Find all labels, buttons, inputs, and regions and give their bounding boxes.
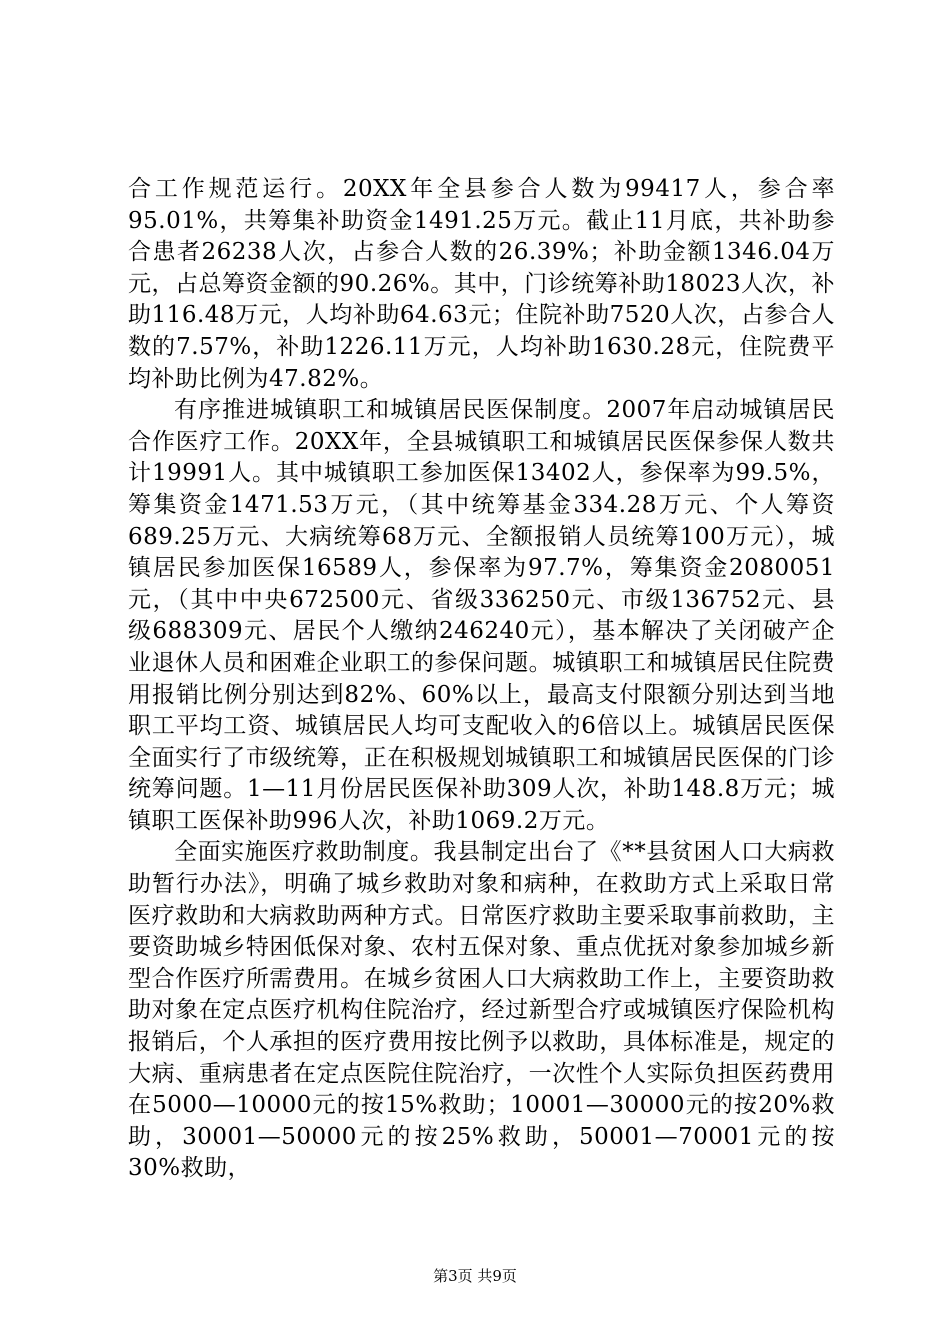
document-body: [128, 174, 835, 1185]
page-number: 第3页 共9页: [433, 1267, 517, 1285]
paragraph-medical-assistance: 全面实施医疗救助制度。我县制定出台了《**县贫困人口大病救助暂行办法》，明确了城乡救助对象和病种，在救助方式上采取日常医疗救助和大病救助两种方式。日常医疗救助主要采取事前救助，主要资助城乡特困低保对象、农村五保对象、重点优抚对象参加城乡新型合作医疗所需费用。在城乡贫困人口大病救助工作上，主要资助救助对象在定点医疗机构住院治疗，经过新型合疗或城镇医疗保险机构报销后，个人承担的医疗费用按比例予以救助，具体标准是，规定的大病、重病患者在定点医院住院治疗，一次性个人实际负担医药费用在5000—10000元的按15%救助；10001—30000元的按20%救助，30001—50000元的按25%救助，50001—70001元的按30%救助，: [128, 839, 835, 1182]
page-footer: [0, 1266, 950, 1286]
paragraph-urban-medical-insurance: 有序推进城镇职工和城镇居民医保制度。2007年启动城镇居民合作医疗工作。20XX年，全县城镇职工和城镇居民医保参保人数共计19991人。其中城镇职工参加医保13402人，参保率为99.5%，筹集资金1471.53万元，（其中统筹基金334.28万元、个人筹资689.25万元、大病统筹68万元、全额报销人员统筹100万元），城镇居民参加医保16589人，参保率为97.7%，筹集资金2080051元，（其中中央672500元、省级336250元、市级136752元、县级688309元、居民个人缴纳246240元），基本解决了关闭破产企业退休人员和困难企业职工的参保问题。城镇职工和城镇居民住院费用报销比例分别达到82%、60%以上，最高支付限额分别达到当地职工平均工资、城镇居民人均可支配收入的6倍以上。城镇居民医保全面实行了市级统筹，正在积极规划城镇职工和城镇居民医保的门诊统筹问题。1—11月份居民医保补助309人次，补助148.8万元；城镇职工医保补助996人次，补助1069.2万元。: [128, 397, 835, 834]
paragraph-ncms-summary: 合工作规范运行。20XX年全县参合人数为99417人，参合率95.01%，共筹集补助资金1491.25万元。截止11月底，共补助参合患者26238人次，占参合人数的26.39%；补助金额1346.04万元，占总筹资金额的90.26%。其中，门诊统筹补助18023人次，补助116.48万元，人均补助64.63元；住院补助7520人次，占参合人数的7.57%，补助1226.11万元，人均补助1630.28元，住院费平均补助比例为47.82%。: [128, 176, 835, 392]
